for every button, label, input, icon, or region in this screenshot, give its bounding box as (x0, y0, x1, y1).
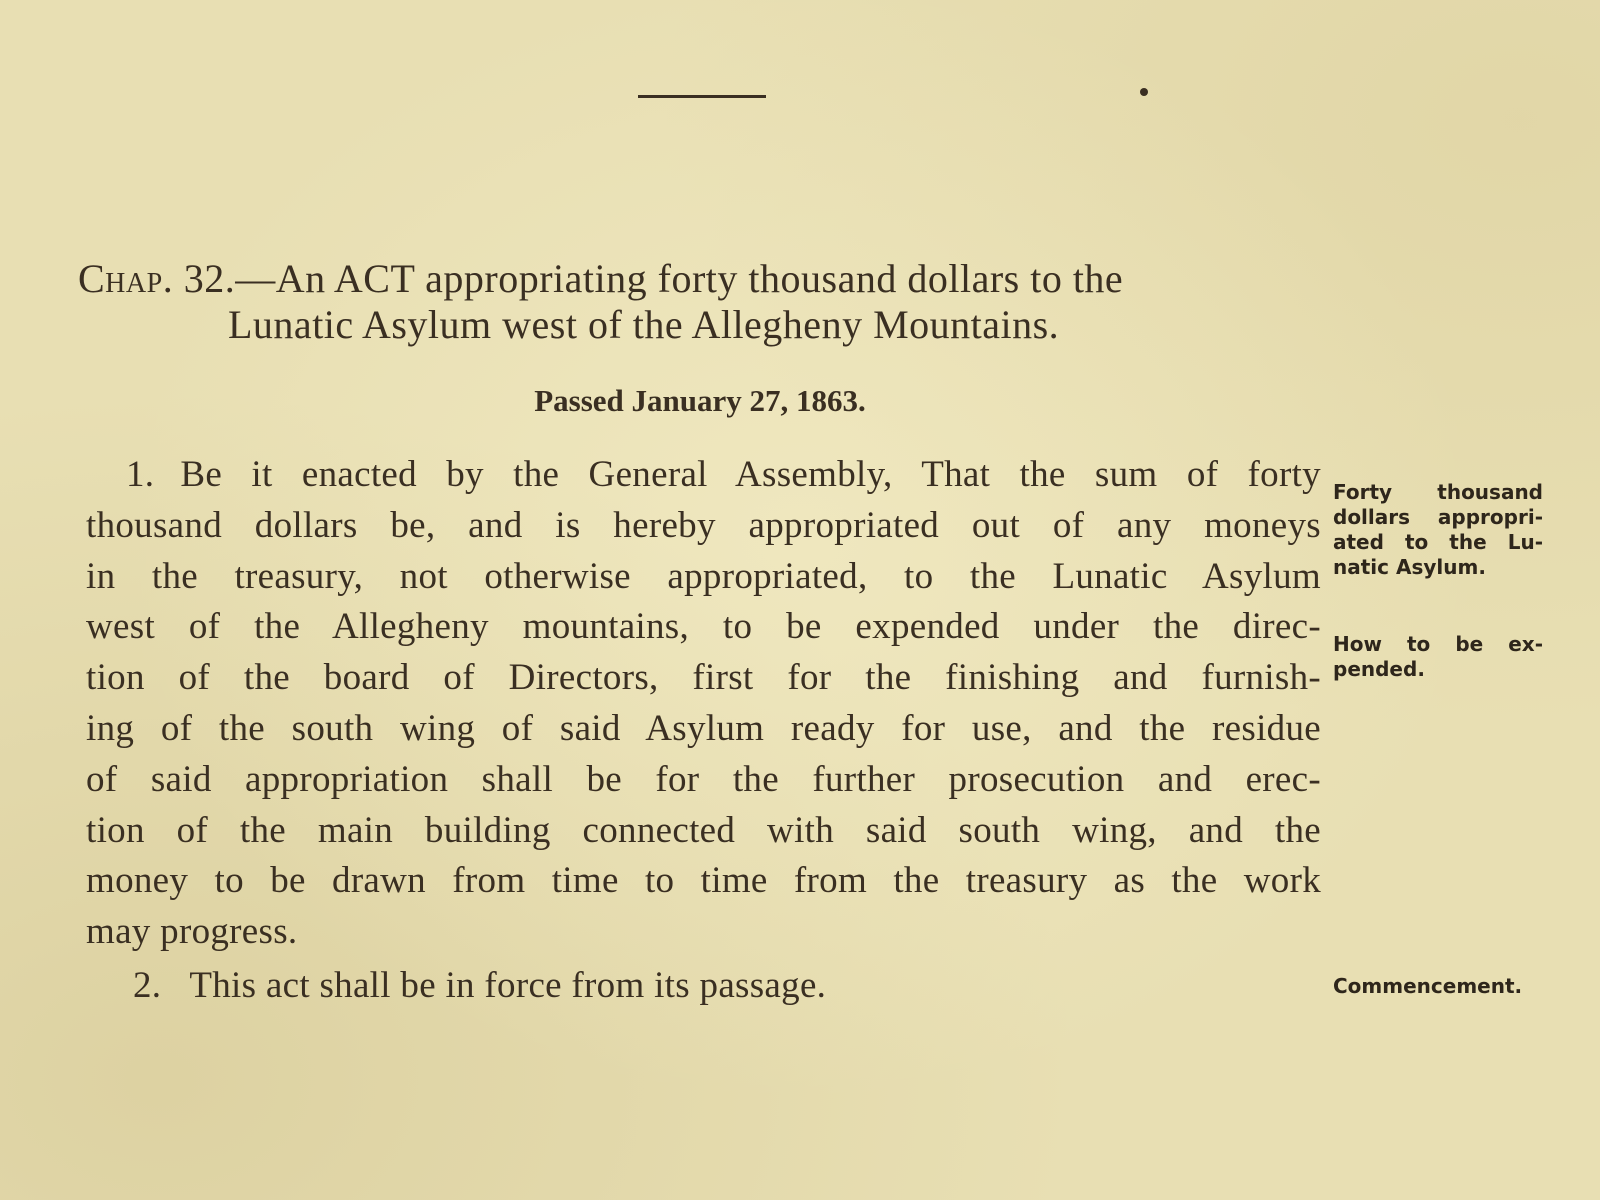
margin-note-appropriation (1333, 480, 1543, 580)
margin-note-expenditure (1333, 632, 1543, 682)
margin-note-line: Forty thousand (1333, 480, 1543, 504)
chapter-heading-line2: Lunatic Asylum west of the Allegheny Mountains. (228, 302, 1060, 347)
section-1 (86, 450, 1321, 958)
passed-date: Passed January 27, 1863. (534, 383, 866, 418)
section-2 (133, 961, 826, 1011)
margin-note-commencement (1333, 974, 1543, 999)
chapter-heading (78, 256, 1338, 348)
section-2-number: 2. (133, 965, 162, 1006)
chapter-label: Chap. (78, 256, 174, 301)
margin-note-line: How to be ex- (1333, 632, 1543, 656)
section-1-line (86, 450, 1321, 501)
section-1-line: may progress. (86, 911, 298, 953)
margin-note-line: dollars appropri- (1333, 505, 1543, 529)
section-2-text: This act shall be in force from its passage. (189, 965, 827, 1006)
margin-note-line: Commencement. (1333, 974, 1523, 998)
section-1-line: money to be drawn from time to time from the treasury as the work (86, 860, 1321, 902)
section-1-line: west of the Allegheny mountains, to be expended under the direc- (86, 606, 1321, 648)
chapter-title: 32.—An ACT appropriating forty thousand dollars to the (173, 256, 1124, 301)
top-rule (638, 95, 766, 98)
ink-speck (1140, 88, 1148, 96)
margin-note-line: natic Asylum. (1333, 555, 1486, 579)
margin-note-line: pended. (1333, 657, 1425, 681)
section-1-line: tion of the board of Directors, first for the finishing and furnish- (86, 657, 1321, 699)
chapter-heading-line1 (78, 256, 1123, 301)
section-1-line: in the treasury, not otherwise appropriated, to the Lunatic Asylum (86, 555, 1321, 597)
section-1-line: ing of the south wing of said Asylum ready for use, and the residue (86, 707, 1321, 749)
section-1-line: of said appropriation shall be for the further prosecution and erec- (86, 758, 1321, 800)
section-1-line: thousand dollars be, and is hereby appropriated out of any moneys (86, 504, 1321, 546)
section-1-line-text: Be it enacted by the General Assembly, That the sum of forty (180, 454, 1321, 495)
margin-note-line: ated to the Lu- (1333, 530, 1543, 554)
section-1-line: tion of the main building connected with said south wing, and the (86, 809, 1321, 851)
section-1-number: 1. (126, 454, 155, 495)
